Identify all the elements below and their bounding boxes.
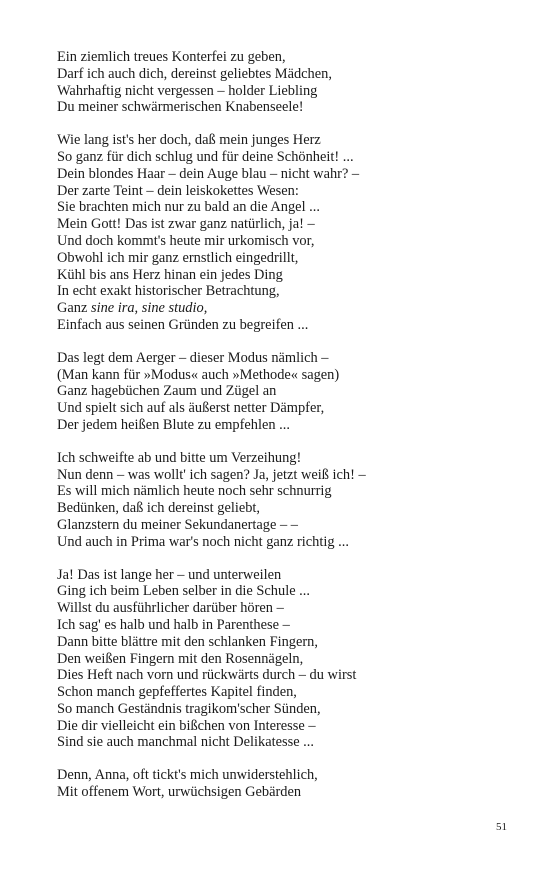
poem-line: Mit offenem Wort, urwüchsigen Gebärden [57,784,302,801]
poem-line: Ich schweifte ab und bitte um Verzeihung! [57,449,302,466]
poem-line: Mein Gott! Das ist zwar ganz natürlich, ja! – [57,216,315,233]
poem-line: Nun denn – was wollt' ich sagen? Ja, jetzt weiß ich! – [57,466,366,483]
poem-line: (Man kann für »Modus« auch »Methode« sagen) [57,366,340,383]
poem-line: Wie lang ist's her doch, daß mein junges Herz [57,132,321,149]
poem-line: Dies Heft nach vorn und rückwärts durch – du wirst [57,667,357,684]
poem-line: Ging ich beim Leben selber in die Schule ... [57,583,310,600]
stanza-2 [57,132,517,334]
poem-line: Dann bitte blättre mit den schlanken Fingern, [57,633,318,650]
poem-line: Das legt dem Aerger – dieser Modus nämlich – [57,349,329,366]
poem-line: Und auch in Prima war's noch nicht ganz richtig ... [57,533,349,550]
poem-line: Ich sag' es halb und halb in Parenthese – [57,616,290,633]
page-number: 51 [496,821,507,833]
stanza-5 [57,567,517,752]
poem-line-prefix: Ganz [57,300,91,317]
poem-line: So ganz für dich schlug und für deine Schönheit! ... [57,148,354,165]
latin-phrase: sine ira, sine studio, [90,300,208,317]
poem-line: Willst du ausführlicher darüber hören – [57,600,284,617]
poem-line: Die dir vielleicht ein bißchen von Interesse – [57,717,316,734]
stanza-4 [57,450,517,551]
poem-page [57,49,517,817]
poem-line: Kühl bis ans Herz hinan ein jedes Ding [57,266,283,283]
poem-line: In echt exakt historischer Betrachtung, [57,283,280,300]
poem-line: Einfach aus seinen Gründen zu begreifen ... [57,316,309,333]
poem-line: Denn, Anna, oft tickt's mich unwiderstehlich, [57,767,318,784]
poem-line: Wahrhaftig nicht vergessen – holder Liebling [57,82,318,99]
poem-line: Sie brachten mich nur zu bald an die Angel ... [57,199,320,216]
poem-line: Und spielt sich auf als äußerst netter Dämpfer, [57,400,325,417]
stanza-6 [57,767,517,801]
poem-line: Der zarte Teint – dein leiskokettes Wesen: [57,182,299,199]
poem-line: Ganz hagebüchen Zaum und Zügel an [57,383,277,400]
poem-line: Glanzstern du meiner Sekundanertage – – [57,516,298,533]
poem-line: Schon manch gepfeffertes Kapitel finden, [57,684,297,701]
poem-line: Sind sie auch manchmal nicht Delikatesse ... [57,734,314,751]
poem-line: Bedünken, daß ich dereinst geliebt, [57,500,261,517]
poem-line: Darf ich auch dich, dereinst geliebtes Mädchen, [57,65,332,82]
poem-line: So manch Geständnis tragikom'scher Sünden, [57,700,321,717]
poem-line: Es will mich nämlich heute noch sehr schnurrig [57,483,332,500]
poem-line: Und doch kommt's heute mir urkomisch vor, [57,232,315,249]
poem-line: Ein ziemlich treues Konterfei zu geben, [57,49,286,65]
poem-line: Ja! Das ist lange her – und unterweilen [57,566,282,583]
poem-line: Der jedem heißen Blute zu empfehlen ... [57,416,290,433]
poem-line: Dein blondes Haar – dein Auge blau – nicht wahr? – [57,165,360,182]
stanza-1 [57,49,517,116]
stanza-3 [57,350,517,434]
poem-line: Obwohl ich mir ganz ernstlich eingedrillt, [57,249,299,266]
poem-line-latin [57,300,517,317]
poem-line: Den weißen Fingern mit den Rosennägeln, [57,650,304,667]
poem-line: Du meiner schwärmerischen Knabenseele! [57,99,304,116]
